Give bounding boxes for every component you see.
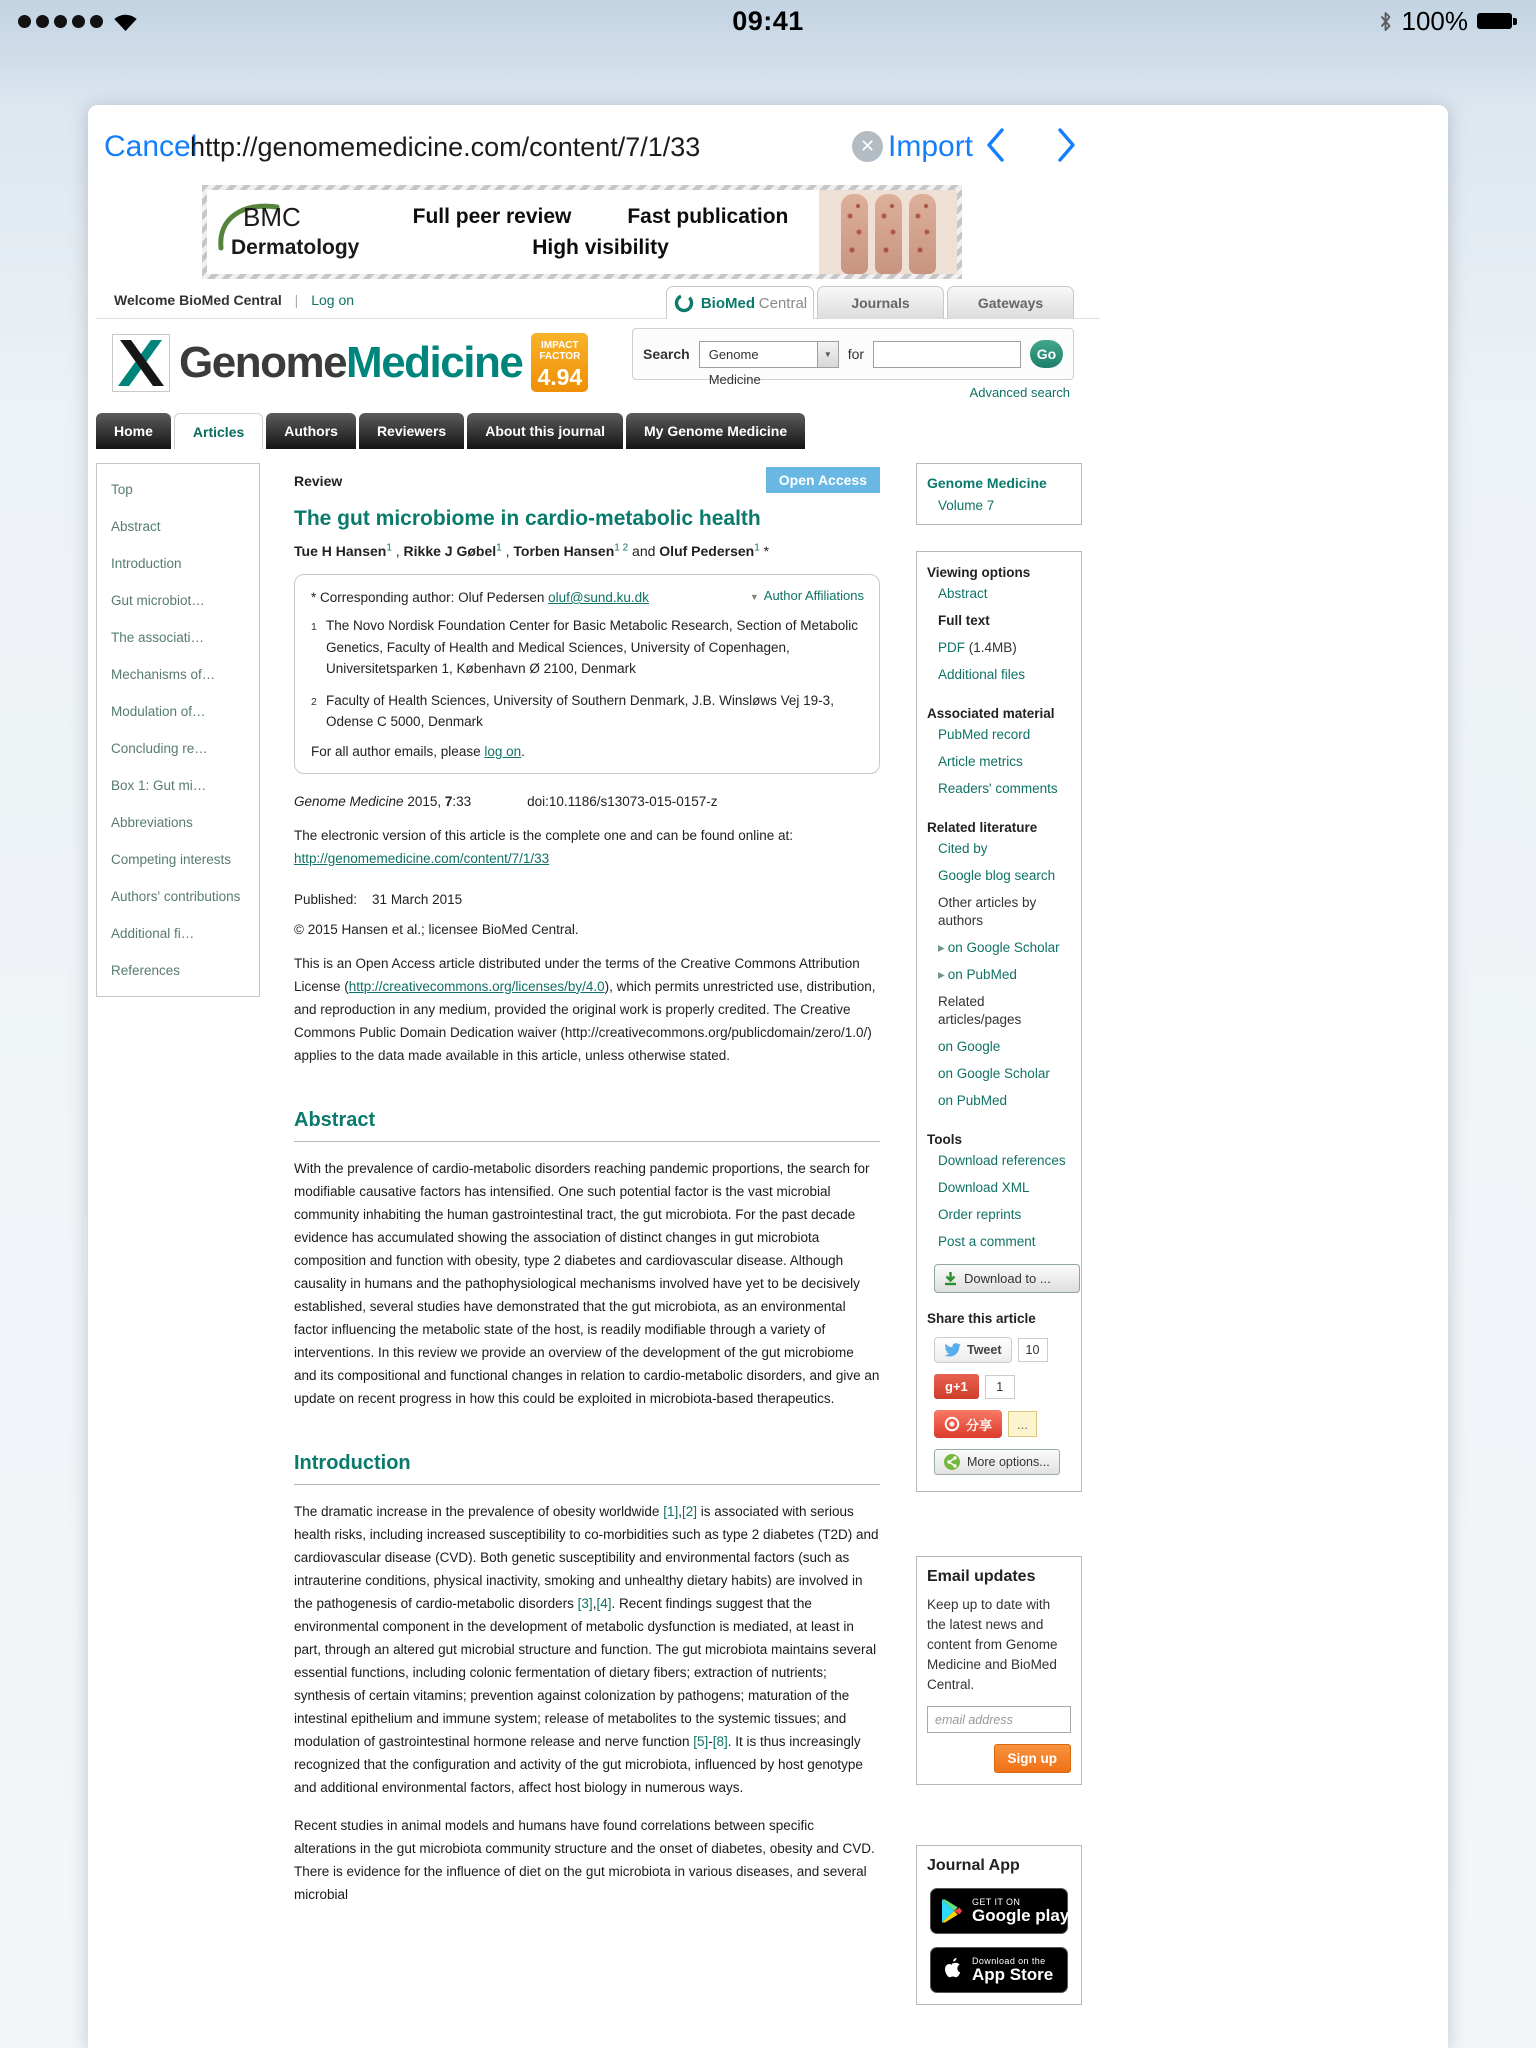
pdf-size: (1.4MB) <box>968 639 1017 655</box>
article-type-label: Review <box>294 473 343 489</box>
journal-volume-box <box>916 463 1082 525</box>
abstract-link[interactable]: Abstract <box>938 585 988 601</box>
divider: | <box>294 292 299 308</box>
journal-link[interactable]: Genome Medicine <box>927 475 1047 491</box>
toc-item[interactable]: Authors' contributions <box>111 889 241 904</box>
toc-item[interactable]: Box 1: Gut mi… <box>111 778 207 793</box>
log-on-link[interactable]: Log on <box>311 292 355 308</box>
affiliation-2: 2 Faculty of Health Sciences, University of Southern Denmark, J.B. Winsløws Vej 19-3, Odense C 5000, Denmark <box>311 692 834 729</box>
tweet-button[interactable]: Tweet <box>934 1337 1012 1363</box>
toc-item[interactable]: Gut microbiot… <box>111 593 205 608</box>
toc-item-introduction[interactable]: Introduction <box>111 556 182 571</box>
related-pages-label: Related articles/pages <box>938 993 1022 1027</box>
citation-line: Genome Medicine 2015, 7:33 doi:10.1186/s13073-015-0157-z <box>294 793 718 809</box>
email-updates-box <box>916 1556 1082 1785</box>
twitter-icon <box>944 1343 961 1357</box>
gplus-count: 1 <box>985 1375 1015 1399</box>
search-label: Search <box>643 346 690 362</box>
battery-icon <box>1477 12 1518 30</box>
order-reprints-link[interactable]: Order reprints <box>938 1206 1022 1222</box>
tab-articles[interactable]: Articles <box>174 413 263 449</box>
genome-medicine-logo-icon <box>112 334 170 392</box>
tweet-count: 10 <box>1018 1338 1048 1362</box>
advanced-search-link[interactable]: Advanced search <box>969 385 1070 400</box>
viewing-options-heading: Viewing options <box>927 565 1031 580</box>
go-button[interactable]: Go <box>1030 340 1063 368</box>
biomed-label: BioMed <box>700 294 756 312</box>
toc-item-references[interactable]: References <box>111 963 181 978</box>
google-play-icon <box>941 1899 963 1923</box>
status-bar <box>0 0 1536 42</box>
triangle-down-icon: ▼ <box>749 592 759 602</box>
journal-app-box <box>916 1845 1082 2005</box>
corresponding-author: * Corresponding author: Oluf Pedersen oluf@sund.ku.dk <box>311 590 649 605</box>
content-area <box>96 449 1100 2005</box>
journal-masthead <box>96 319 1100 411</box>
toc-item[interactable]: Additional fi… <box>111 926 195 941</box>
banner-legs-photo <box>819 190 957 274</box>
search-bar <box>632 328 1074 387</box>
toc-item-top[interactable]: Top <box>111 482 133 497</box>
tab-reviewers[interactable]: Reviewers <box>359 413 464 449</box>
electronic-version-note: The electronic version of this article is the complete one and can be found online at: http://genomemedicine.com/content/7/1/33 <box>294 827 794 866</box>
pubmed-record-link[interactable]: PubMed record <box>938 726 1031 742</box>
email-updates-text: Keep up to date with the latest news and content from Genome Medicine and BioMed Central. <box>927 1597 1058 1692</box>
gateways-tab[interactable] <box>947 286 1074 319</box>
more-options-button[interactable]: More options... <box>934 1449 1060 1475</box>
sharethis-icon <box>944 1454 960 1470</box>
clear-icon: ✕ <box>859 136 876 156</box>
search-scope-select[interactable] <box>699 341 839 387</box>
back-button[interactable] <box>983 126 1007 164</box>
bmc-dermatology-logo <box>207 190 382 274</box>
pdf-row <box>927 634 1071 661</box>
article-metrics-link[interactable]: Article metrics <box>938 753 1023 769</box>
impact-factor-badge: IMPACT FACTOR 4.94 <box>531 333 588 392</box>
banner-feature-3: High visibility <box>532 235 669 259</box>
status-right <box>1378 6 1519 37</box>
google-play-badge[interactable]: GET IT ON Google play <box>930 1888 1068 1934</box>
pdf-link[interactable]: PDF <box>938 639 965 655</box>
toc-item[interactable]: Competing interests <box>111 852 232 867</box>
readers-comments-link[interactable]: Readers' comments <box>938 780 1058 796</box>
forward-button[interactable] <box>1055 126 1079 164</box>
article-outline <box>96 463 260 997</box>
in-app-browser-window <box>88 105 1448 2048</box>
status-left <box>18 11 139 32</box>
more-share-button[interactable]: ... <box>1008 1411 1037 1437</box>
abstract-heading: Abstract <box>294 1109 880 1142</box>
google-plus-one-button[interactable]: g+1 <box>934 1374 979 1399</box>
download-references-link[interactable]: Download references <box>938 1152 1066 1168</box>
portal-bar <box>96 283 1100 319</box>
introduction-paragraph-2: Recent studies in animal models and humans have found correlations between specific alterations in the gut microbiota community structure and the onset of diabetes, obesity and CVD. There is evidence for the influence of diet on the gut microbiota in various diseases, and several microbial <box>294 1817 875 1902</box>
central-label: Central <box>758 294 808 312</box>
weibo-icon <box>944 1416 960 1432</box>
search-scope-value: Genome Medicine <box>708 346 761 387</box>
ad-banner[interactable] <box>202 185 962 279</box>
toc-item[interactable]: Concluding re… <box>111 741 208 756</box>
additional-files-link[interactable]: Additional files <box>938 666 1026 682</box>
article-tools-box <box>916 551 1082 1492</box>
on-google-link[interactable]: on Google <box>938 1038 1001 1054</box>
abstract-paragraph: With the prevalence of cardio-metabolic disorders reaching pandemic proportions, the search for modifiable causative factors has intensified. One such potential factor is the vast microbial community inhabiting the human gastrointestinal tract, the gut microbiota. For the past decade evidence has accumulated showing the association of distinct changes in gut microbiota composition and function with obesity, type 2 diabetes and cardiovascular disease. Although causality in humans and the pathophysiological mechanisms involved have yet to be decisively established, several studies have demonstrated that the gut microbiota, as an environmental factor influencing the metabolic state of the host, is readily modifiable through a variety of interventions. In this review we provide an overview of the development of the gut microbiome and its compositional and functional changes in relation to cardio-metabolic disorders, and give an update on recent progress in how this could be exploited in microbiota-based therapeutics. <box>294 1160 880 1406</box>
import-button[interactable]: Import <box>888 130 974 163</box>
tab-authors[interactable]: Authors <box>266 413 356 449</box>
associated-material-heading: Associated material <box>927 706 1055 721</box>
gateways-label: Gateways <box>977 295 1044 311</box>
authors-line: Tue H Hansen$^1$ , Rikke J Gøbel$^1$ , Torben Hansen$^{1 2}$ and Oluf Pedersen$^1$ * <box>294 542 770 559</box>
battery-percent: 100% <box>1401 5 1468 36</box>
download-to-button[interactable]: Download to ... <box>934 1264 1080 1293</box>
browser-toolbar <box>88 105 1448 185</box>
share-heading: Share this article <box>927 1311 1036 1326</box>
other-articles-label: Other articles by authors <box>938 894 1037 928</box>
email-updates-heading: Email updates <box>927 1568 1036 1585</box>
volume-link[interactable]: Volume 7 <box>938 498 995 513</box>
cellular-signal-icon <box>18 15 103 28</box>
introduction-heading: Introduction <box>294 1452 880 1485</box>
journals-tab[interactable] <box>817 286 944 319</box>
open-access-badge: Open Access <box>766 467 880 493</box>
google-blog-search-link[interactable]: Google blog search <box>938 867 1056 883</box>
biomed-central-tab[interactable] <box>666 286 814 319</box>
author-details-box <box>294 574 880 774</box>
genome-medicine-logo[interactable] <box>112 333 588 392</box>
welcome-text: Welcome BioMed Central <box>114 292 282 308</box>
download-icon <box>943 1271 958 1286</box>
download-xml-link[interactable]: Download XML <box>938 1179 1030 1195</box>
biomed-central-logo-icon <box>673 292 695 314</box>
author-emails-note: For all author emails, please log on. <box>311 743 525 759</box>
banner-feature-1: Full peer review <box>412 204 572 228</box>
status-time: 09:41 <box>732 5 804 36</box>
banner-text-block <box>382 205 819 260</box>
weibo-share-button[interactable]: 分享 <box>934 1410 1002 1438</box>
full-text-label: Full text <box>938 612 990 628</box>
bmc-logo-text: BMC <box>243 202 301 232</box>
app-store-badge[interactable]: Download on the App Store <box>930 1947 1068 1993</box>
article-body <box>276 463 896 1906</box>
email-address-input[interactable] <box>927 1706 1071 1733</box>
sign-up-button[interactable]: Sign up <box>994 1744 1072 1773</box>
tab-home[interactable]: Home <box>96 413 171 449</box>
introduction-paragraph-1: The dramatic increase in the prevalence of obesity worldwide [1],[2] is associated with serious health risks, including increased susceptibility to co-morbidities such as type 2 diabetes (T2D) and cardiovascular disease (CVD). Both genetic susceptibility and environmental factors (such as intrauterine conditions, physical inactivity, smoking and unhealthy dietary habits) are involved in the pathogenesis of cardio-metabolic disorders [3],[4]. Recent findings suggest that the environmental component in the development of metabolic dysfunction is mediated, at least in part, through an altered gut microbial structure and function. The gut microbiota maintains several essential functions, including colonic fermentation of dietary fibers; extraction of nutrients; synthesis of certain vitamins; prevention against colonization by pathogens; maturation of the intestinal epithelium and immune system; release of metabolites to the systemic tissues; and modulation of gastrointestinal hormone release and nerve function [5]-[8]. It is thus increasingly recognized that the configuration and activity of the gut microbiota, influenced by host genotype and additional environmental factors, affect host biology in numerous ways. <box>294 1503 879 1795</box>
journal-title: GenomeMedicine <box>179 337 523 387</box>
ad-banner-content <box>207 190 957 274</box>
url-field[interactable]: http://genomemedicine.com/content/7/1/33 <box>190 132 701 162</box>
doi: doi:10.1186/s13073-015-0157-z <box>527 793 718 809</box>
on-google-scholar-link[interactable]: ▸ on Google Scholar <box>938 939 1060 955</box>
tab-about-journal[interactable]: About this journal <box>467 413 623 449</box>
journals-label: Journals <box>851 295 910 311</box>
main-navigation <box>96 413 1100 449</box>
toc-item[interactable]: The associati… <box>111 630 205 645</box>
right-sidebar <box>916 463 1082 2005</box>
apple-icon <box>941 1957 963 1983</box>
author-affiliations-toggle[interactable]: ▼ Author Affiliations <box>749 588 864 603</box>
dropdown-arrow-icon: ▼ <box>817 342 838 367</box>
banner-feature-2: Fast publication <box>627 204 789 228</box>
toc-item[interactable]: Abbreviations <box>111 815 193 830</box>
license-paragraph: This is an Open Access article distributed under the terms of the Creative Commons Attribution License (http://creativecommons.org/licenses/by/4.0), which permits unrestricted use, distribution, and reproduction in any medium, provided the original work is properly credited. The Creative Commons Public Domain Dedication waiver (http://creativecommons.org/publicdomain/zero/1.0/) applies to the data made available in this article, unless otherwise stated. <box>294 955 876 1063</box>
journal-app-heading: Journal App <box>927 1857 1020 1874</box>
toc-item-abstract[interactable]: Abstract <box>111 519 161 534</box>
toc-item[interactable]: Modulation of… <box>111 704 206 719</box>
related-literature-heading: Related literature <box>927 820 1038 835</box>
chevron-left-icon <box>983 126 1007 164</box>
tools-heading: Tools <box>927 1132 962 1147</box>
toc-item[interactable]: Mechanisms of… <box>111 667 216 682</box>
article-title: The gut microbiome in cardio-metabolic health <box>294 507 761 530</box>
published-line: Published: 31 March 2015 <box>294 891 463 907</box>
copyright-line: © 2015 Hansen et al.; licensee BioMed Central. <box>294 921 579 937</box>
post-comment-link[interactable]: Post a comment <box>938 1233 1036 1249</box>
cancel-button[interactable]: Cancel <box>104 130 198 163</box>
bluetooth-icon <box>1378 10 1393 33</box>
search-input[interactable] <box>873 341 1021 368</box>
wifi-icon <box>112 11 139 32</box>
on-google-scholar-link-2[interactable]: on Google Scholar <box>938 1065 1050 1081</box>
bmc-journal-name: Dermatology <box>231 236 360 259</box>
chevron-right-icon <box>1055 126 1079 164</box>
affiliation-1: 1 The Novo Nordisk Foundation Center for Basic Metabolic Research, Section of Metabolic Genetics, Faculty of Health and Medical Sciences, University of Copenhagen, Universitetsparken 1, København Ø 2100, Denmark <box>311 618 859 676</box>
on-pubmed-link[interactable]: ▸ on PubMed <box>938 966 1017 982</box>
for-label: for <box>847 346 865 362</box>
cited-by-link[interactable]: Cited by <box>938 840 988 856</box>
webpage <box>88 185 1448 2048</box>
arrow-bullet-icon: ▸ <box>938 966 945 982</box>
clear-url-button[interactable] <box>852 131 883 162</box>
tab-my-genome-medicine[interactable]: My Genome Medicine <box>626 413 805 449</box>
arrow-bullet-icon: ▸ <box>938 939 945 955</box>
on-pubmed-link-2[interactable]: on PubMed <box>938 1092 1008 1108</box>
